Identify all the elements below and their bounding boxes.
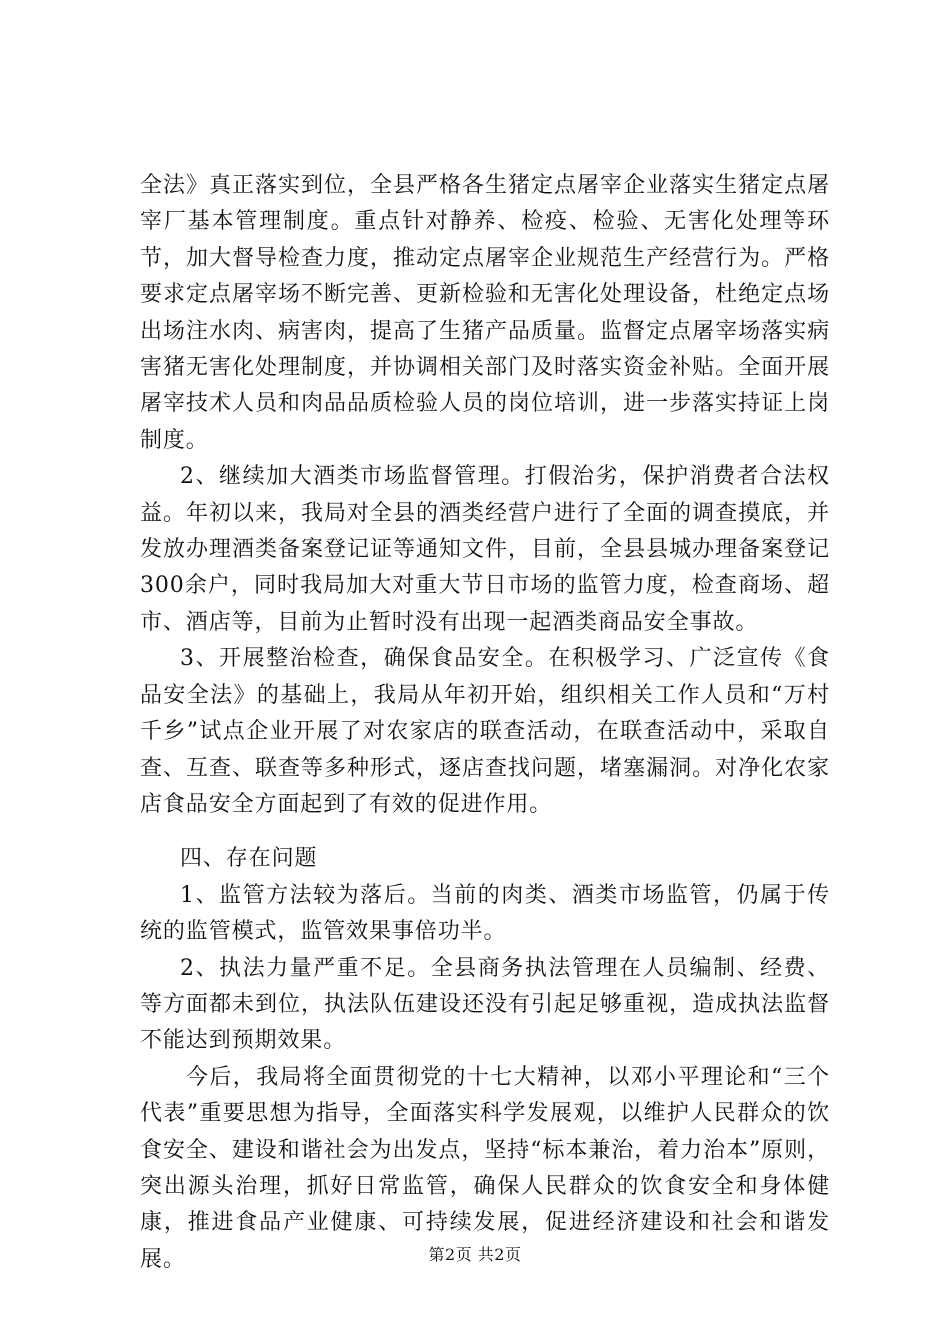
paragraph-future-plan: 今后，我局将全面贯彻党的十七大精神，以邓小平理论和“三个代表”重要思想为指导，全面落实科学发展观，以维护人民群众的饮食安全、建设和谐社会为出发点，坚持“标本兼治，着力治本”原则，突出源头治理，抓好日常监管，确保人民群众的饮食安全和身体健康，推进食品产业健康、可持续发展，促进经济建设和社会和谐发展。 — [140, 1064, 830, 1272]
paragraph-food-safety-inspection: 3、开展整治检查，确保食品安全。在积极学习、广泛宣传《食品安全法》的基础上，我局从年初开始，组织相关工作人员和“万村千乡”试点企业开展了对农家店的联查活动，在联查活动中，采取自查、互查、联查等多种形式，逐店查找问题，堵塞漏洞。对净化农家店食品安全方面起到了有效的促进作用。 — [140, 646, 830, 817]
paragraph-slaughter-management: 全法》真正落实到位，全县严格各生猪定点屠宰企业落实生猪定点屠宰厂基本管理制度。重点针对静养、检疫、检验、无害化处理等环节，加大督导检查力度，推动定点屠宰企业规范生产经营行为。严格要求定点屠宰场不断完善、更新检验和无害化处理设备，杜绝定点场出场注水肉、病害肉，提高了生猪产品质量。监督定点屠宰场落实病害猪无害化处理制度，并协调相关部门及时落实资金补贴。全面开展屠宰技术人员和肉品品质检验人员的岗位培训，进一步落实持证上岗制度。 — [140, 173, 830, 453]
page-footer: 第2页 共2页 — [428, 1245, 522, 1264]
paragraph-liquor-market: 2、继续加大酒类市场监督管理。打假治劣，保护消费者合法权益。年初以来，我局对全县的酒类经营户进行了全面的调查摸底，并发放办理酒类备案登记证等通知文件，目前，全县县城办理备案登记300余户，同时我局加大对重大节日市场的监管力度，检查商场、超市、酒店等，目前为止暂时没有出现一起酒类商品安全事故。 — [140, 464, 830, 635]
section-heading-problems: 四、存在问题 — [180, 846, 318, 872]
document-page — [140, 168, 830, 1278]
paragraph-problem-methods: 1、监管方法较为落后。当前的肉类、酒类市场监管，仍属于传统的监管模式，监管效果事倍功半。 — [140, 882, 830, 945]
paragraph-problem-enforcement: 2、执法力量严重不足。全县商务执法管理在人员编制、经费、等方面都未到位，执法队伍建设还没有引起足够重视，造成执法监督不能达到预期效果。 — [140, 955, 830, 1054]
